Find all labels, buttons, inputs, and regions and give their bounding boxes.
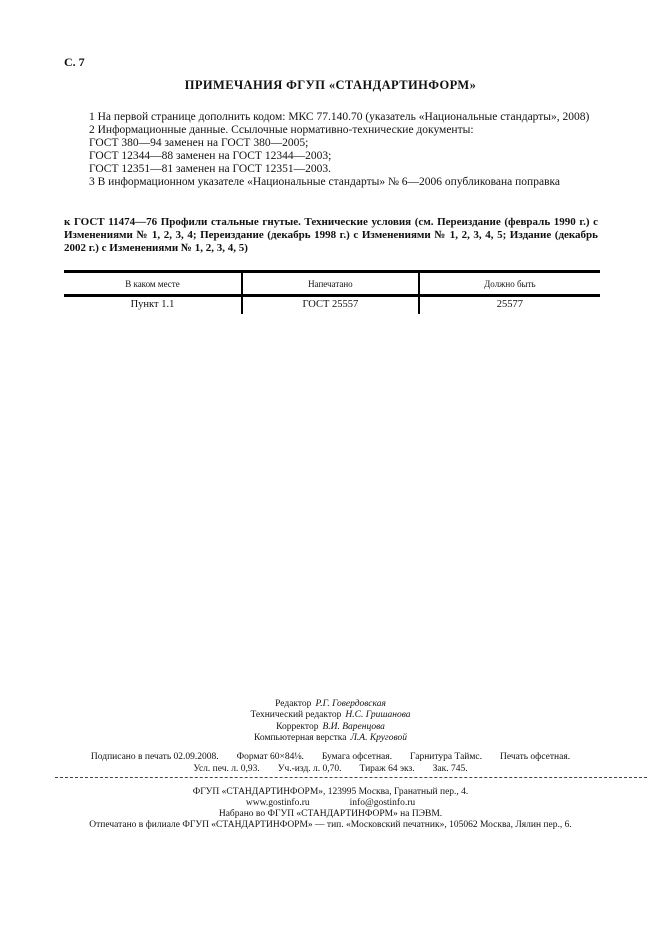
table-row xyxy=(64,296,600,315)
credit-line-editor xyxy=(0,699,661,710)
print-info-item: Печать офсетная. xyxy=(499,752,571,762)
errata-table-body xyxy=(64,296,600,315)
print-info-block xyxy=(0,751,661,775)
print-info-item: Тираж 64 экз. xyxy=(359,764,415,774)
website-text: www.gostinfo.ru xyxy=(245,798,310,808)
errata-table xyxy=(64,270,600,314)
column-header-location: В каком месте xyxy=(64,272,242,296)
credit-name: В.И. Варенцова xyxy=(322,721,385,732)
print-info-line-2 xyxy=(0,763,661,775)
credits-block xyxy=(0,699,661,745)
table-header-row xyxy=(64,272,600,296)
credit-role: Технический редактор xyxy=(250,710,342,721)
credit-line-layout xyxy=(0,733,661,744)
credit-role: Корректор xyxy=(276,721,319,732)
column-header-should-be: Должно быть xyxy=(419,272,600,296)
imprint-block xyxy=(0,787,661,831)
print-info-item: Гарнитура Таймс. xyxy=(410,752,482,762)
print-info-item: Усл. печ. л. 0,93. xyxy=(193,764,260,774)
email-text: info@gostinfo.ru xyxy=(349,798,416,808)
imprint-publisher: ФГУП «СТАНДАРТИНФОРМ», 123995 Москва, Гранатный пер., 4. xyxy=(192,787,469,797)
column-header-printed: Напечатано xyxy=(242,272,419,296)
amendment-paragraph: к ГОСТ 11474—76 Профили стальные гнутые. Технические условия (см. Переиздание (февраль 1990 г.) с Изменениями № 1, 2, 3, 4; Переиздание (декабрь 1998 г.) с Изменениями № 1, 2, 3, 4, 5; Издание (декабрь 2002 г.) с Изменениями № 1, 2, 3, 4, 5) xyxy=(64,216,598,254)
credit-name: Н.С. Гришанова xyxy=(345,710,411,721)
reference-line: ГОСТ 12344—88 заменен на ГОСТ 12344—2003; xyxy=(89,150,332,162)
credit-line-technical-editor xyxy=(0,710,661,721)
cell-location: Пункт 1.1 xyxy=(130,299,175,310)
notes-section xyxy=(64,111,598,189)
print-info-item: Бумага офсетная. xyxy=(321,752,392,762)
credit-role: Редактор xyxy=(275,699,312,709)
cell-should-be: 25577 xyxy=(496,299,524,310)
page-number: С. 7 xyxy=(64,55,85,69)
credit-role: Компьютерная верстка xyxy=(254,733,347,744)
imprint-printed: Отпечатано в филиале ФГУП «СТАНДАРТИНФОРМ» — тип. «Московский печатник», 105062 Москва, Лялин пер., 6. xyxy=(89,820,572,830)
print-info-item: Зак. 745. xyxy=(432,764,468,774)
note-item-3: 3 В информационном указателе «Национальные стандарты» № 6—2006 опубликована поправка xyxy=(89,176,561,188)
print-info-item: Подписано в печать 02.09.2008. xyxy=(90,752,219,762)
credit-line-proofreader xyxy=(0,722,661,733)
print-info-item: Уч.-изд. л. 0,70. xyxy=(277,764,342,774)
divider-dashed-line xyxy=(55,777,647,778)
reference-line: ГОСТ 380—94 заменен на ГОСТ 380—2005; xyxy=(89,137,309,149)
note-item-2: 2 Информационные данные. Ссылочные нормативно-технические документы: xyxy=(89,124,474,136)
print-info-line-1 xyxy=(0,751,661,763)
page-title: ПРИМЕЧАНИЯ ФГУП «СТАНДАРТИНФОРМ» xyxy=(184,78,477,92)
print-info-item: Формат 60×84⅛. xyxy=(236,752,304,762)
reference-line: ГОСТ 12351—81 заменен на ГОСТ 12351—2003. xyxy=(89,163,331,175)
cell-printed: ГОСТ 25557 xyxy=(242,296,419,315)
imprint-contacts xyxy=(0,798,661,809)
imprint-typeset: Набрано во ФГУП «СТАНДАРТИНФОРМ» на ПЭВМ. xyxy=(218,809,443,819)
note-item-1: 1 На первой странице дополнить кодом: МКС 77.140.70 (указатель «Национальные стандарты», 2008) xyxy=(89,111,590,123)
errata-table-header xyxy=(64,272,600,296)
credit-name: Л.А. Круговой xyxy=(350,733,407,744)
credit-name: Р.Г. Говердовская xyxy=(315,699,386,709)
